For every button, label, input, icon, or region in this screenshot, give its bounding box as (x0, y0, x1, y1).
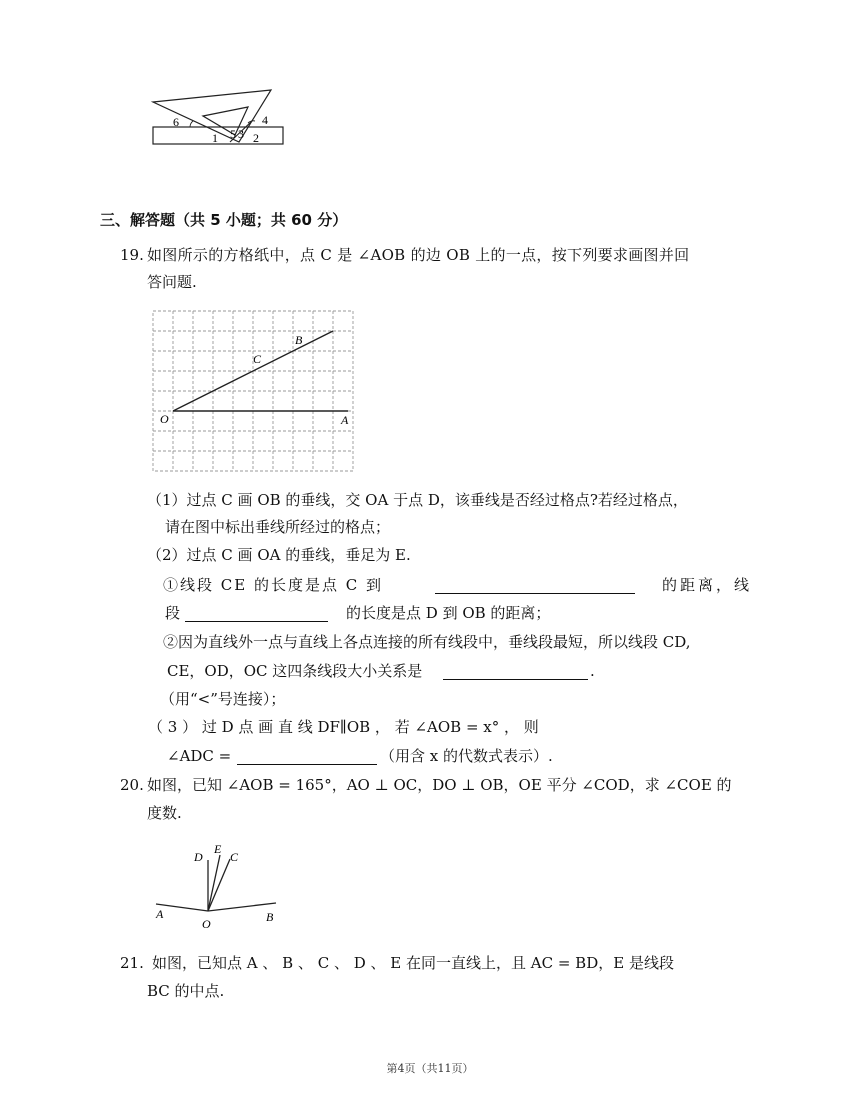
q19-p2-1d: 的长度是点 D 到 OB 的距离； (346, 604, 551, 622)
ruler-label-3: 3 (238, 127, 244, 141)
q19-blank-3[interactable] (443, 663, 588, 680)
q19-blank-1[interactable] (435, 577, 635, 594)
angle-label-C: C (230, 850, 239, 864)
q19-p2-2d: （用“<”号连接）； (160, 690, 286, 708)
page-footer: 第4页（共11页） (386, 1062, 474, 1075)
q19-line2: 答问题. (147, 273, 197, 291)
q19-p2-2a: ②因为直线外一点与直线上各点连接的所有线段中，垂线段最短，所以线段 CD, (163, 633, 691, 651)
ruler-label-4: 4 (262, 113, 268, 127)
ruler-label-1: 1 (212, 131, 218, 145)
q19-p3c: （用含 x 的代数式表示）. (380, 747, 553, 765)
q19-p2-2b: CE，OD，OC 这四条线段大小关系是 (167, 662, 423, 680)
q19-p3a: （ 3 ） 过 D 点 画 直 线 DF∥OB ， 若 ∠AOB = x° ， 则 (148, 718, 539, 736)
q19-p2-1c: 段 (165, 604, 181, 622)
q19-part1-line2: 请在图中标出垂线所经过的格点； (165, 518, 391, 536)
q19-part2: （2）过点 C 画 OA 的垂线，垂足为 E. (147, 546, 411, 564)
angle-label-A: A (156, 907, 164, 921)
figure-ruler-triangles (145, 80, 295, 152)
q21-line1: 如图，已知点 A 、 B 、 C 、 D 、 E 在同一直线上，且 AC = BD，E 是线段 (152, 954, 674, 972)
ruler-label-6: 6 (173, 115, 179, 129)
q20-number: 20. (120, 776, 144, 794)
grid-label-B: B (295, 333, 303, 347)
q19-part1-line1: （1）过点 C 画 OB 的垂线，交 OA 于点 D，该垂线是否经过格点?若经过格点， (147, 491, 688, 509)
q20-line1: 如图，已知 ∠AOB = 165°，AO ⊥ OC，DO ⊥ OB，OE 平分 ∠COD，求 ∠COE 的 (147, 776, 732, 794)
grid-label-C: C (253, 352, 262, 366)
q21-line2: BC 的中点. (147, 982, 225, 1000)
figure-grid-aob (148, 306, 360, 476)
angle-label-D: D (194, 850, 203, 864)
q19-blank-2[interactable] (185, 605, 328, 622)
q19-p3b: ∠ADC = (167, 747, 232, 765)
section-title: 三、解答题（共 5 小题；共 60 分） (100, 211, 348, 229)
q19-p2-1b: 的距离，线 (662, 576, 753, 594)
angle-label-E: E (214, 842, 222, 856)
ruler-label-5: 5 (230, 127, 236, 141)
q19-line1: 如图所示的方格纸中，点 C 是 ∠AOB 的边 OB 上的一点，按下列要求画图并回 (147, 246, 690, 264)
grid-label-A: A (341, 413, 349, 427)
q19-p2-1a: ①线段 CE 的长度是点 C 到 (163, 576, 383, 594)
q21-number: 21. (120, 954, 144, 972)
figure-angle-aob (150, 840, 290, 932)
angle-label-B: B (266, 910, 274, 924)
q19-number: 19. (120, 246, 144, 264)
q19-p2-2c: . (590, 662, 595, 680)
q19-blank-4[interactable] (237, 748, 377, 765)
ruler-label-2: 2 (253, 131, 259, 145)
q20-line2: 度数. (147, 804, 182, 822)
angle-label-O: O (202, 917, 211, 931)
grid-label-O: O (160, 412, 169, 426)
